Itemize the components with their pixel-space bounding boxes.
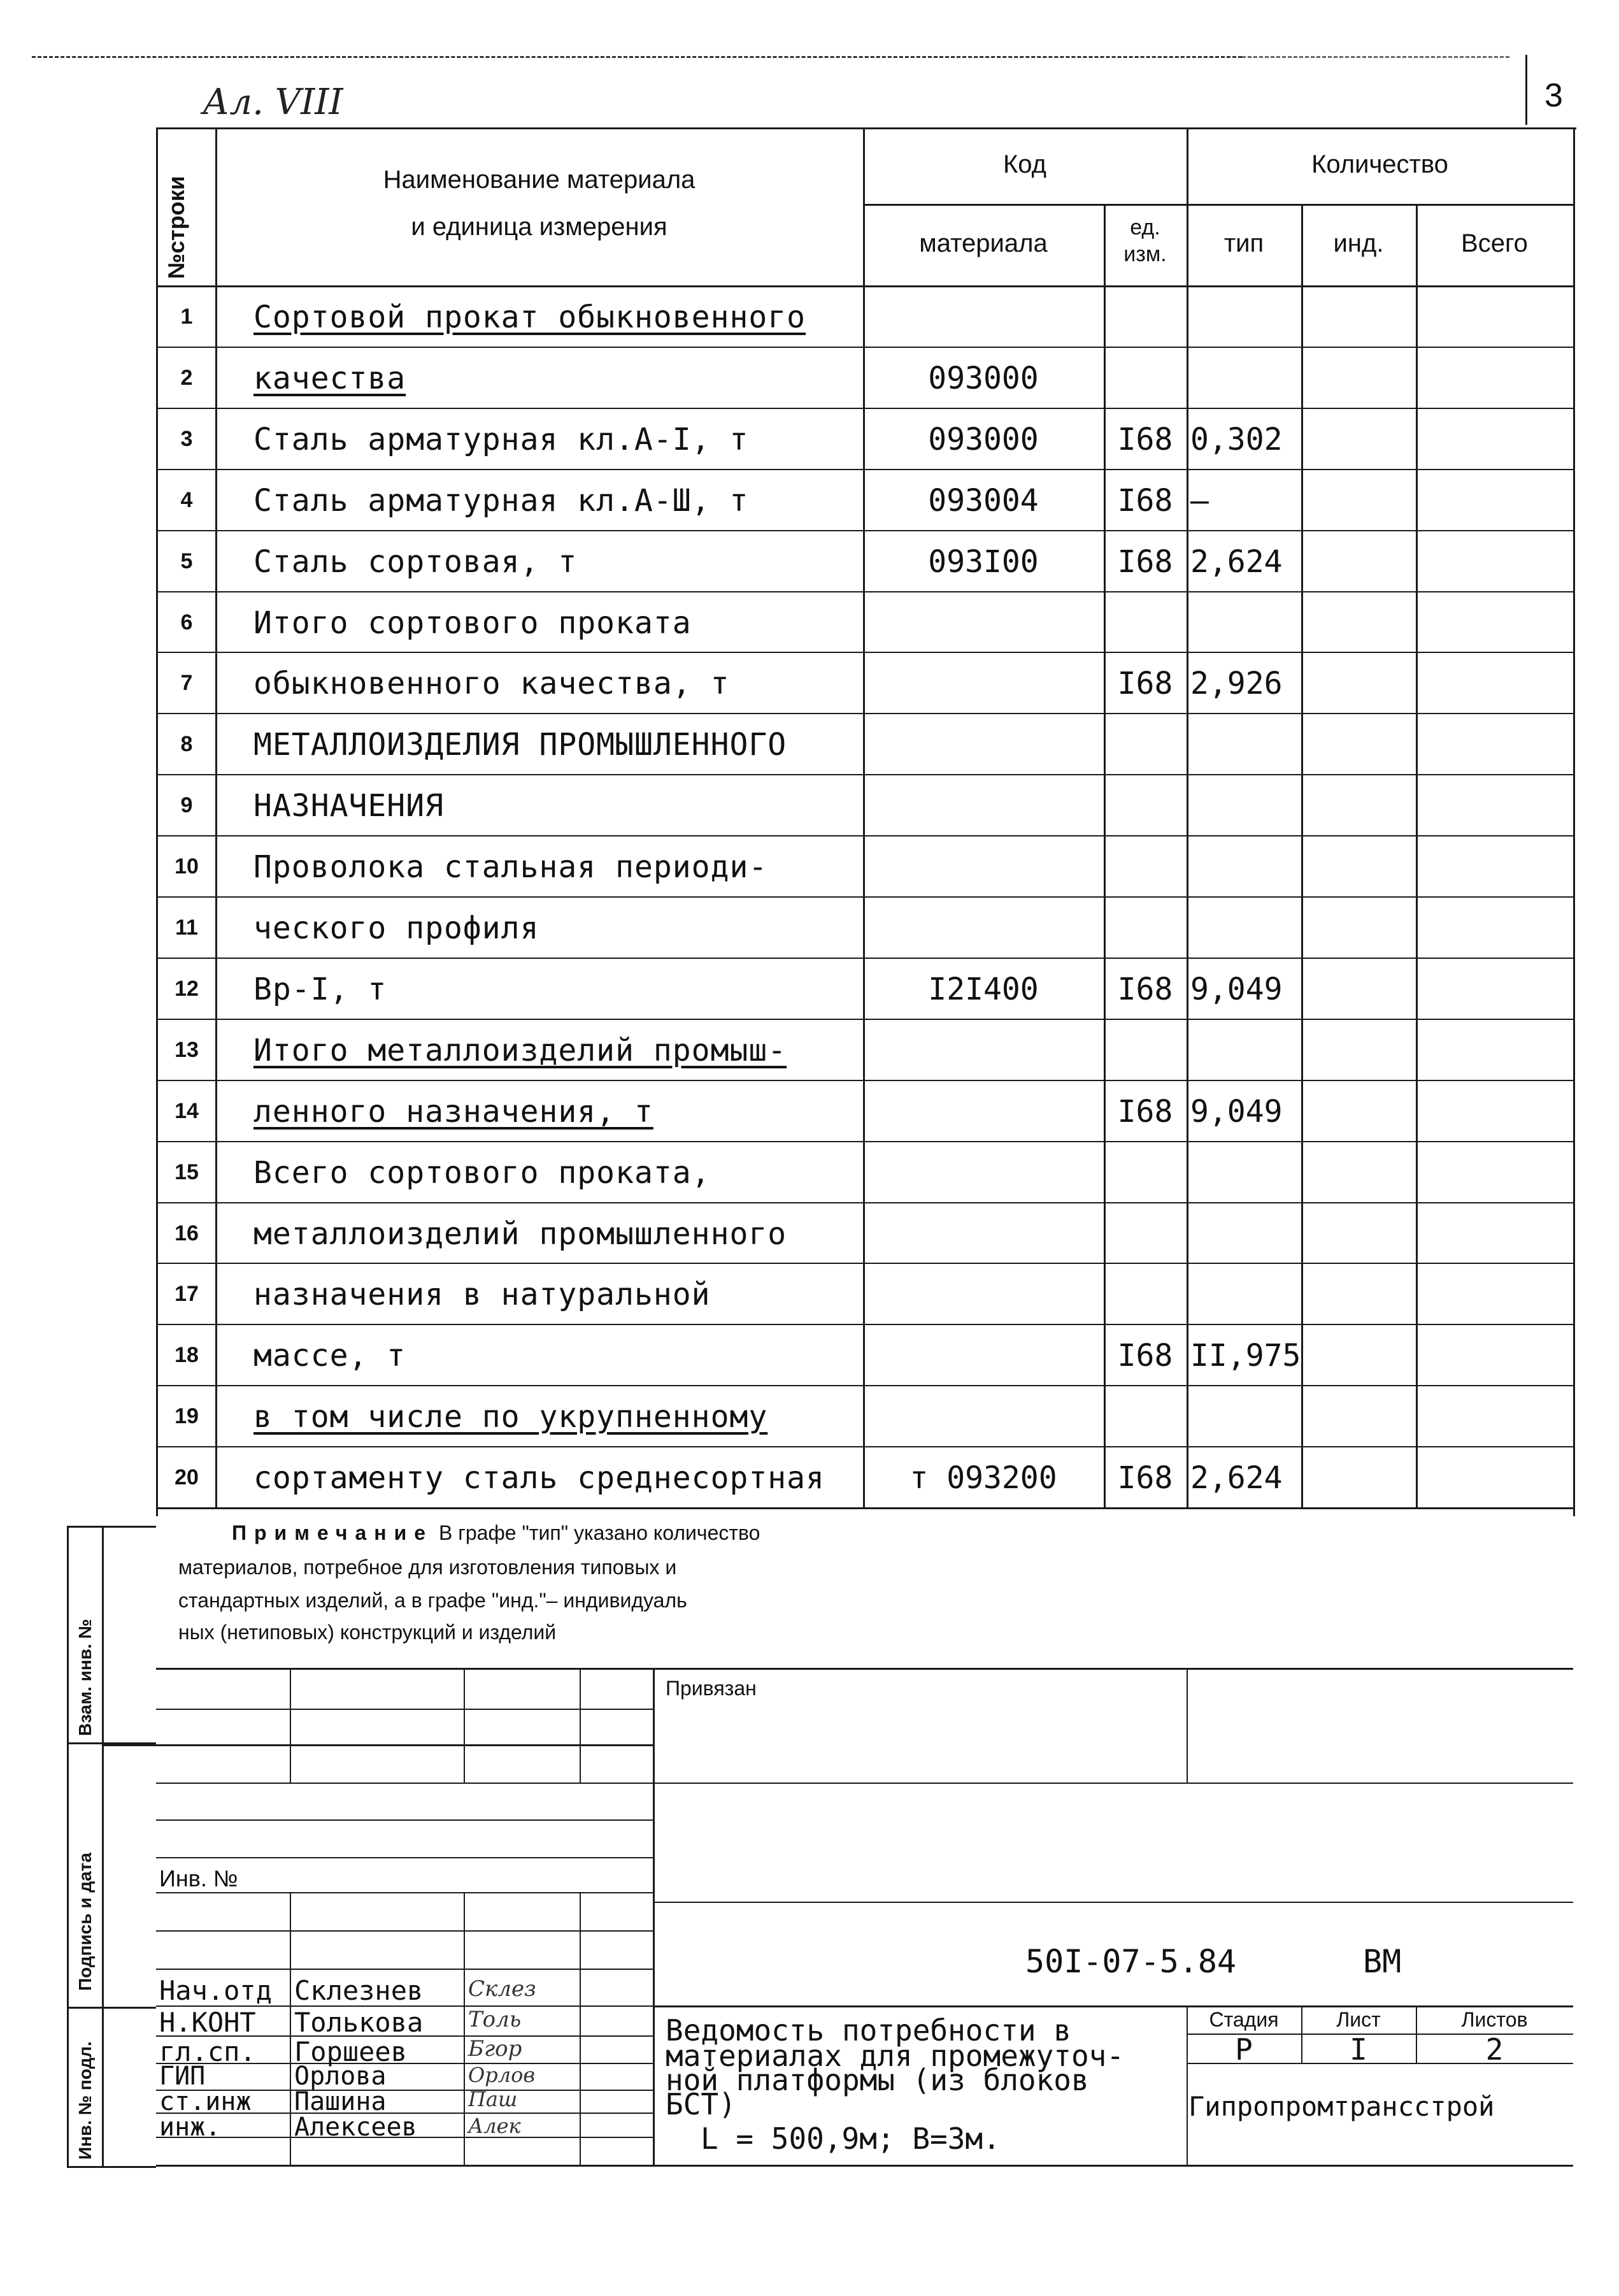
row-material-name: в том числе по укрупненному <box>253 1399 768 1435</box>
row-quantity-type: 9,049 <box>1190 971 1283 1007</box>
page-number-box-line <box>1525 55 1527 125</box>
row-material-name: МЕТАЛЛОИЗДЕЛИЯ ПРОМЫШЛЕННОГО <box>253 727 787 763</box>
row-number: 1 <box>180 305 193 329</box>
row-number: 7 <box>180 671 193 696</box>
name-6: Алексеев <box>294 2113 417 2142</box>
top-border-line-right <box>1242 56 1509 58</box>
doc-title-4: БСТ) <box>666 2087 736 2121</box>
row-number: 20 <box>175 1465 199 1490</box>
role-4: ГИП <box>159 2062 206 2091</box>
row-number: 6 <box>180 610 193 635</box>
stamp-top <box>156 1668 1573 1670</box>
row-material-name: Сталь арматурная кл.А-I, т <box>253 421 749 457</box>
row-material-name: Проволока стальная периоди- <box>253 849 768 886</box>
col-line-num <box>215 127 217 1509</box>
side-label-inv-podl: Инв. № подл. <box>75 2041 95 2160</box>
row-material-name: Итого сортового проката <box>253 605 692 641</box>
row-number: 4 <box>180 487 193 512</box>
row-number: 8 <box>180 732 193 757</box>
note-line-2: материалов, потребное для изготовления типовых и <box>178 1556 677 1579</box>
page-number: 3 <box>1544 77 1563 114</box>
row-material-name: Вр-I, т <box>253 971 387 1007</box>
row-number: 5 <box>180 549 193 573</box>
doc-title-2: материалах для промежуточ- <box>666 2039 1125 2073</box>
row-material-name: ленного назначения, т <box>253 1093 653 1130</box>
row-unit-code: I68 <box>1117 1093 1173 1130</box>
note-line-1 <box>178 1521 760 1545</box>
row-material-name: назначения в натуральной <box>253 1277 711 1313</box>
row-material-code: 093000 <box>928 421 1039 457</box>
row-quantity-type: 9,049 <box>1190 1093 1283 1130</box>
side-label-vzam: Взам. инв. № <box>75 1619 95 1736</box>
row-number: 3 <box>180 426 193 451</box>
row-number: 10 <box>175 854 199 879</box>
name-3: Горшеев <box>294 2036 408 2067</box>
row-quantity-type: 0,302 <box>1190 421 1283 457</box>
row-number: 12 <box>175 976 199 1001</box>
header-row-no: №строки <box>163 176 189 279</box>
header-unit-2: изм. <box>1123 242 1167 266</box>
inv-no-label: Инв. № <box>159 1865 238 1891</box>
signature-2: Толь <box>468 2007 522 2032</box>
row-number: 15 <box>175 1159 199 1184</box>
signature-4: Орлов <box>468 2063 535 2087</box>
header-name-line2: и единица измерения <box>411 213 667 241</box>
col-line-ind <box>1416 204 1418 1509</box>
row-number: 19 <box>175 1404 199 1429</box>
header-name-line1: Наименование материала <box>383 166 695 194</box>
row-number: 11 <box>175 915 198 940</box>
row-quantity-type: – <box>1190 482 1209 519</box>
header-divider <box>863 204 1573 206</box>
row-material-name: Сталь арматурная кл.А-Ш, т <box>253 482 749 519</box>
privyazan-label: Привязан <box>666 1677 757 1700</box>
col-line-type <box>1301 204 1303 1509</box>
col-line-name <box>863 127 865 1509</box>
row-quantity-type: II,975 <box>1190 1338 1301 1374</box>
handwritten-note: Ал. VIII <box>203 82 343 123</box>
row-unit-code: I68 <box>1117 421 1173 457</box>
sheets-label: Листов <box>1461 2008 1528 2031</box>
signature-3: Бгор <box>468 2036 522 2062</box>
row-number: 2 <box>180 365 193 390</box>
side-col-right <box>102 1526 104 2168</box>
row-material-name: сортаменту сталь среднесортная <box>253 1460 825 1496</box>
note-text-1: В графе "тип" указано количество <box>433 1521 760 1544</box>
row-number: 17 <box>175 1282 199 1307</box>
row-material-name: качества <box>253 360 406 396</box>
header-quantity: Количество <box>1311 150 1448 178</box>
doc-params: L = 500,9м; В=3м. <box>701 2121 1001 2156</box>
note-label: Примечание <box>232 1521 434 1544</box>
row-unit-code: I68 <box>1117 482 1173 519</box>
row-material-code: I2I400 <box>928 971 1039 1007</box>
row-material-name: массе, т <box>253 1338 406 1374</box>
stage-label: Стадия <box>1209 2008 1279 2031</box>
role-1: Нач.отд <box>159 1975 273 2006</box>
row-material-name: Итого металлоизделий промыш- <box>253 1032 787 1068</box>
row-unit-code: I68 <box>1117 971 1173 1007</box>
row-unit-code: I68 <box>1117 1460 1173 1496</box>
role-5: ст.инж <box>159 2087 252 2116</box>
doc-code: 50I-07-5.84 <box>1025 1943 1237 1980</box>
note-line-4: ных (нетиповых) конструкций и изделий <box>178 1621 557 1644</box>
signature-6: Алек <box>468 2114 521 2138</box>
row-quantity-type: 2,926 <box>1190 666 1283 702</box>
row-number: 18 <box>175 1343 199 1368</box>
role-3: гл.сп. <box>159 2036 256 2067</box>
table-top-border <box>156 127 1576 129</box>
organization: Гипропромтрансстрой <box>1188 2091 1495 2122</box>
row-material-code: 093004 <box>928 482 1039 519</box>
stage-value: Р <box>1235 2032 1253 2067</box>
row-unit-code: I68 <box>1117 543 1173 580</box>
side-top <box>67 1526 156 1528</box>
side-bottom <box>67 2166 156 2168</box>
header-unit-1: ед. <box>1130 215 1160 240</box>
row-number: 13 <box>175 1037 199 1062</box>
header-code: Код <box>1002 150 1046 178</box>
name-5: Пашина <box>294 2087 387 2116</box>
top-border-line <box>32 56 1242 58</box>
doc-title-3: ной платформы (из блоков <box>666 2063 1089 2097</box>
note-line-3: стандартных изделий, а в графе "инд."– индивидуаль <box>178 1589 687 1612</box>
name-1: Склезнев <box>294 1975 424 2006</box>
header-total: Всего <box>1461 229 1528 257</box>
row-quantity-type: 2,624 <box>1190 543 1283 580</box>
name-4: Орлова <box>294 2062 387 2091</box>
side-sep-2 <box>67 2007 156 2009</box>
name-2: Толькова <box>294 2007 424 2038</box>
doc-title-1: Ведомость потребности в <box>666 2013 1071 2048</box>
role-6: инж. <box>159 2113 221 2142</box>
doc-mark: ВМ <box>1363 1943 1402 1980</box>
row-number: 9 <box>180 793 193 818</box>
row-material-name: обыкновенного качества, т <box>253 666 730 702</box>
side-col-left <box>67 1526 69 2168</box>
row-material-code: 093000 <box>928 360 1039 396</box>
side-label-podpis: Подпись и дата <box>75 1853 95 1991</box>
row-quantity-type: 2,624 <box>1190 1460 1283 1496</box>
row-unit-code: I68 <box>1117 666 1173 702</box>
signature-1: Склез <box>468 1976 536 2002</box>
table-right-border <box>1573 127 1575 1516</box>
header-ind: инд. <box>1333 229 1384 257</box>
col-line-unit <box>1187 127 1188 1509</box>
row-material-code: 093I00 <box>928 543 1039 580</box>
sheet-label: Лист <box>1336 2008 1381 2031</box>
rows-bottom <box>156 1507 1573 1509</box>
row-material-name: НАЗНАЧЕНИЯ <box>253 788 444 824</box>
row-material-name: металлоизделий промышленного <box>253 1216 787 1252</box>
row-material-name: Сталь сортовая, т <box>253 543 578 580</box>
header-type: тип <box>1223 229 1264 257</box>
table-left-border <box>156 127 158 1516</box>
row-number: 14 <box>175 1098 199 1123</box>
row-material-name: Всего сортового проката, <box>253 1154 711 1191</box>
row-material-name: Сортовой прокат обыкновенного <box>253 299 806 335</box>
sheets-value: 2 <box>1485 2032 1504 2067</box>
row-material-name: ческого профиля <box>253 910 539 946</box>
row-unit-code: I68 <box>1117 1338 1173 1374</box>
row-number: 16 <box>175 1221 199 1245</box>
row-material-code: т 093200 <box>909 1460 1057 1496</box>
sheet-value: I <box>1350 2032 1367 2067</box>
header-material: материала <box>919 229 1048 257</box>
role-2: Н.КОНТ <box>159 2007 256 2038</box>
signature-5: Паш <box>468 2087 518 2111</box>
col-line-code <box>1104 204 1106 1509</box>
